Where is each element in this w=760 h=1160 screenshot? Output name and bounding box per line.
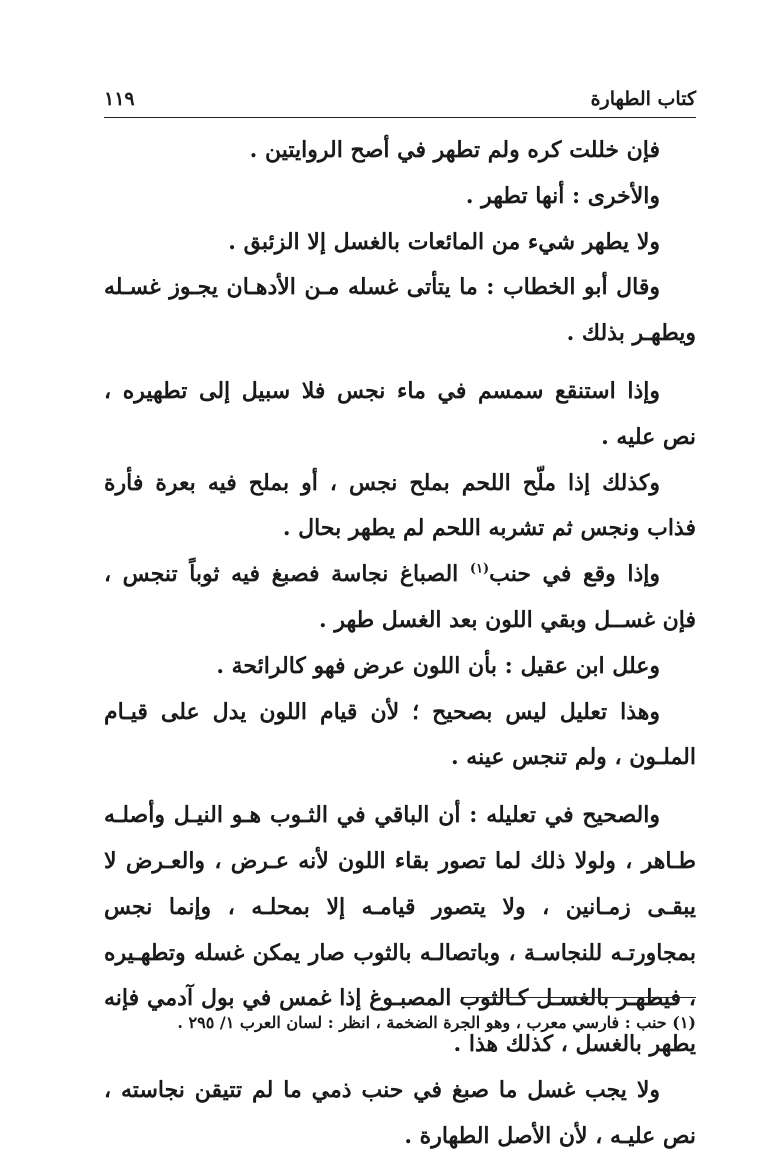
paragraph: ولا يطهر شيء من المائعات بالغسل إلا الزئبق .	[228, 228, 660, 255]
paragraph: وقال أبو الخطاب : ما يتأتى غسله مـن الأدهـان يجـوز غسـله ويطهـر بذلك .	[104, 274, 696, 347]
footnote-separator	[461, 997, 696, 998]
paragraph: وإذا استنقع سمسم في ماء نجس فلا سبيل إلى تطهيره ، نص عليه .	[104, 377, 696, 450]
running-header	[104, 82, 696, 116]
paragraph: والصحيح في تعليله : أن الباقي في الثـوب هـو النيـل وأصلـه طـاهر ، ولولا ذلك لما تصور بقاء اللون لأنه عـرض ، والعـرض لا يبقـى زمـانين ، ولا يتصور قيامـه إلا بمحلـه ، وإنما نجس بمجاورتـه للنجاسـة ، وباتصالـه بالثوب صار يمكن غسله وتطهـيره ، فيطهـر بالغسـل كـالثوب المصبـوغ إذا غمس في بول آدمي فإنه يطهر بالغسل ، كذلك هذا .	[104, 802, 696, 1058]
header-rule	[104, 117, 696, 118]
paragraph: والأخرى : أنها تطهر .	[465, 182, 660, 209]
paragraph: وهذا تعليل ليس بصحيح ؛ لأن قيام اللون يدل على قيـام الملـون ، ولم تنجس عينه .	[104, 698, 696, 771]
paragraph: فإن خللت كره ولم تطهر في أصح الروايتين .	[249, 137, 660, 163]
paragraph: ولا يجب غسل ما صبغ في حنب ذمي ما لم تتيقن نجاسته ، نص عليـه ، لأن الأصل الطهارة .	[104, 1076, 696, 1149]
paragraph: وعلل ابن عقيل : بأن اللون عرض فهو كالرائحة .	[216, 652, 660, 679]
page-number: ١١٩	[104, 88, 135, 110]
body-text	[104, 128, 696, 1160]
footnote: (١) حنب : فارسي معرب ، وهو الجرة الضخمة ، انظر : لسان العرب ١/ ٢٩٥ .	[177, 1013, 696, 1032]
footnote-marker: (١)	[469, 561, 490, 577]
chapter-title: كتاب الطهارة	[590, 88, 696, 110]
paragraph-text-after-mark: الصباغ نجاسة فصبغ فيه ثوباً تنجس ، فإن غســل وبقي اللون بعد الغسل طهر .	[104, 561, 696, 633]
paragraph-text-before-mark: وإذا وقع في حنب	[489, 561, 660, 588]
paragraph: وكذلك إذا ملّح اللحم بملح نجس ، أو بملح فيه بعرة فأرة فذاب ونجس ثم تشربه اللحم لم يطهر بحال .	[104, 469, 696, 542]
paragraph-with-footnote	[104, 552, 696, 644]
